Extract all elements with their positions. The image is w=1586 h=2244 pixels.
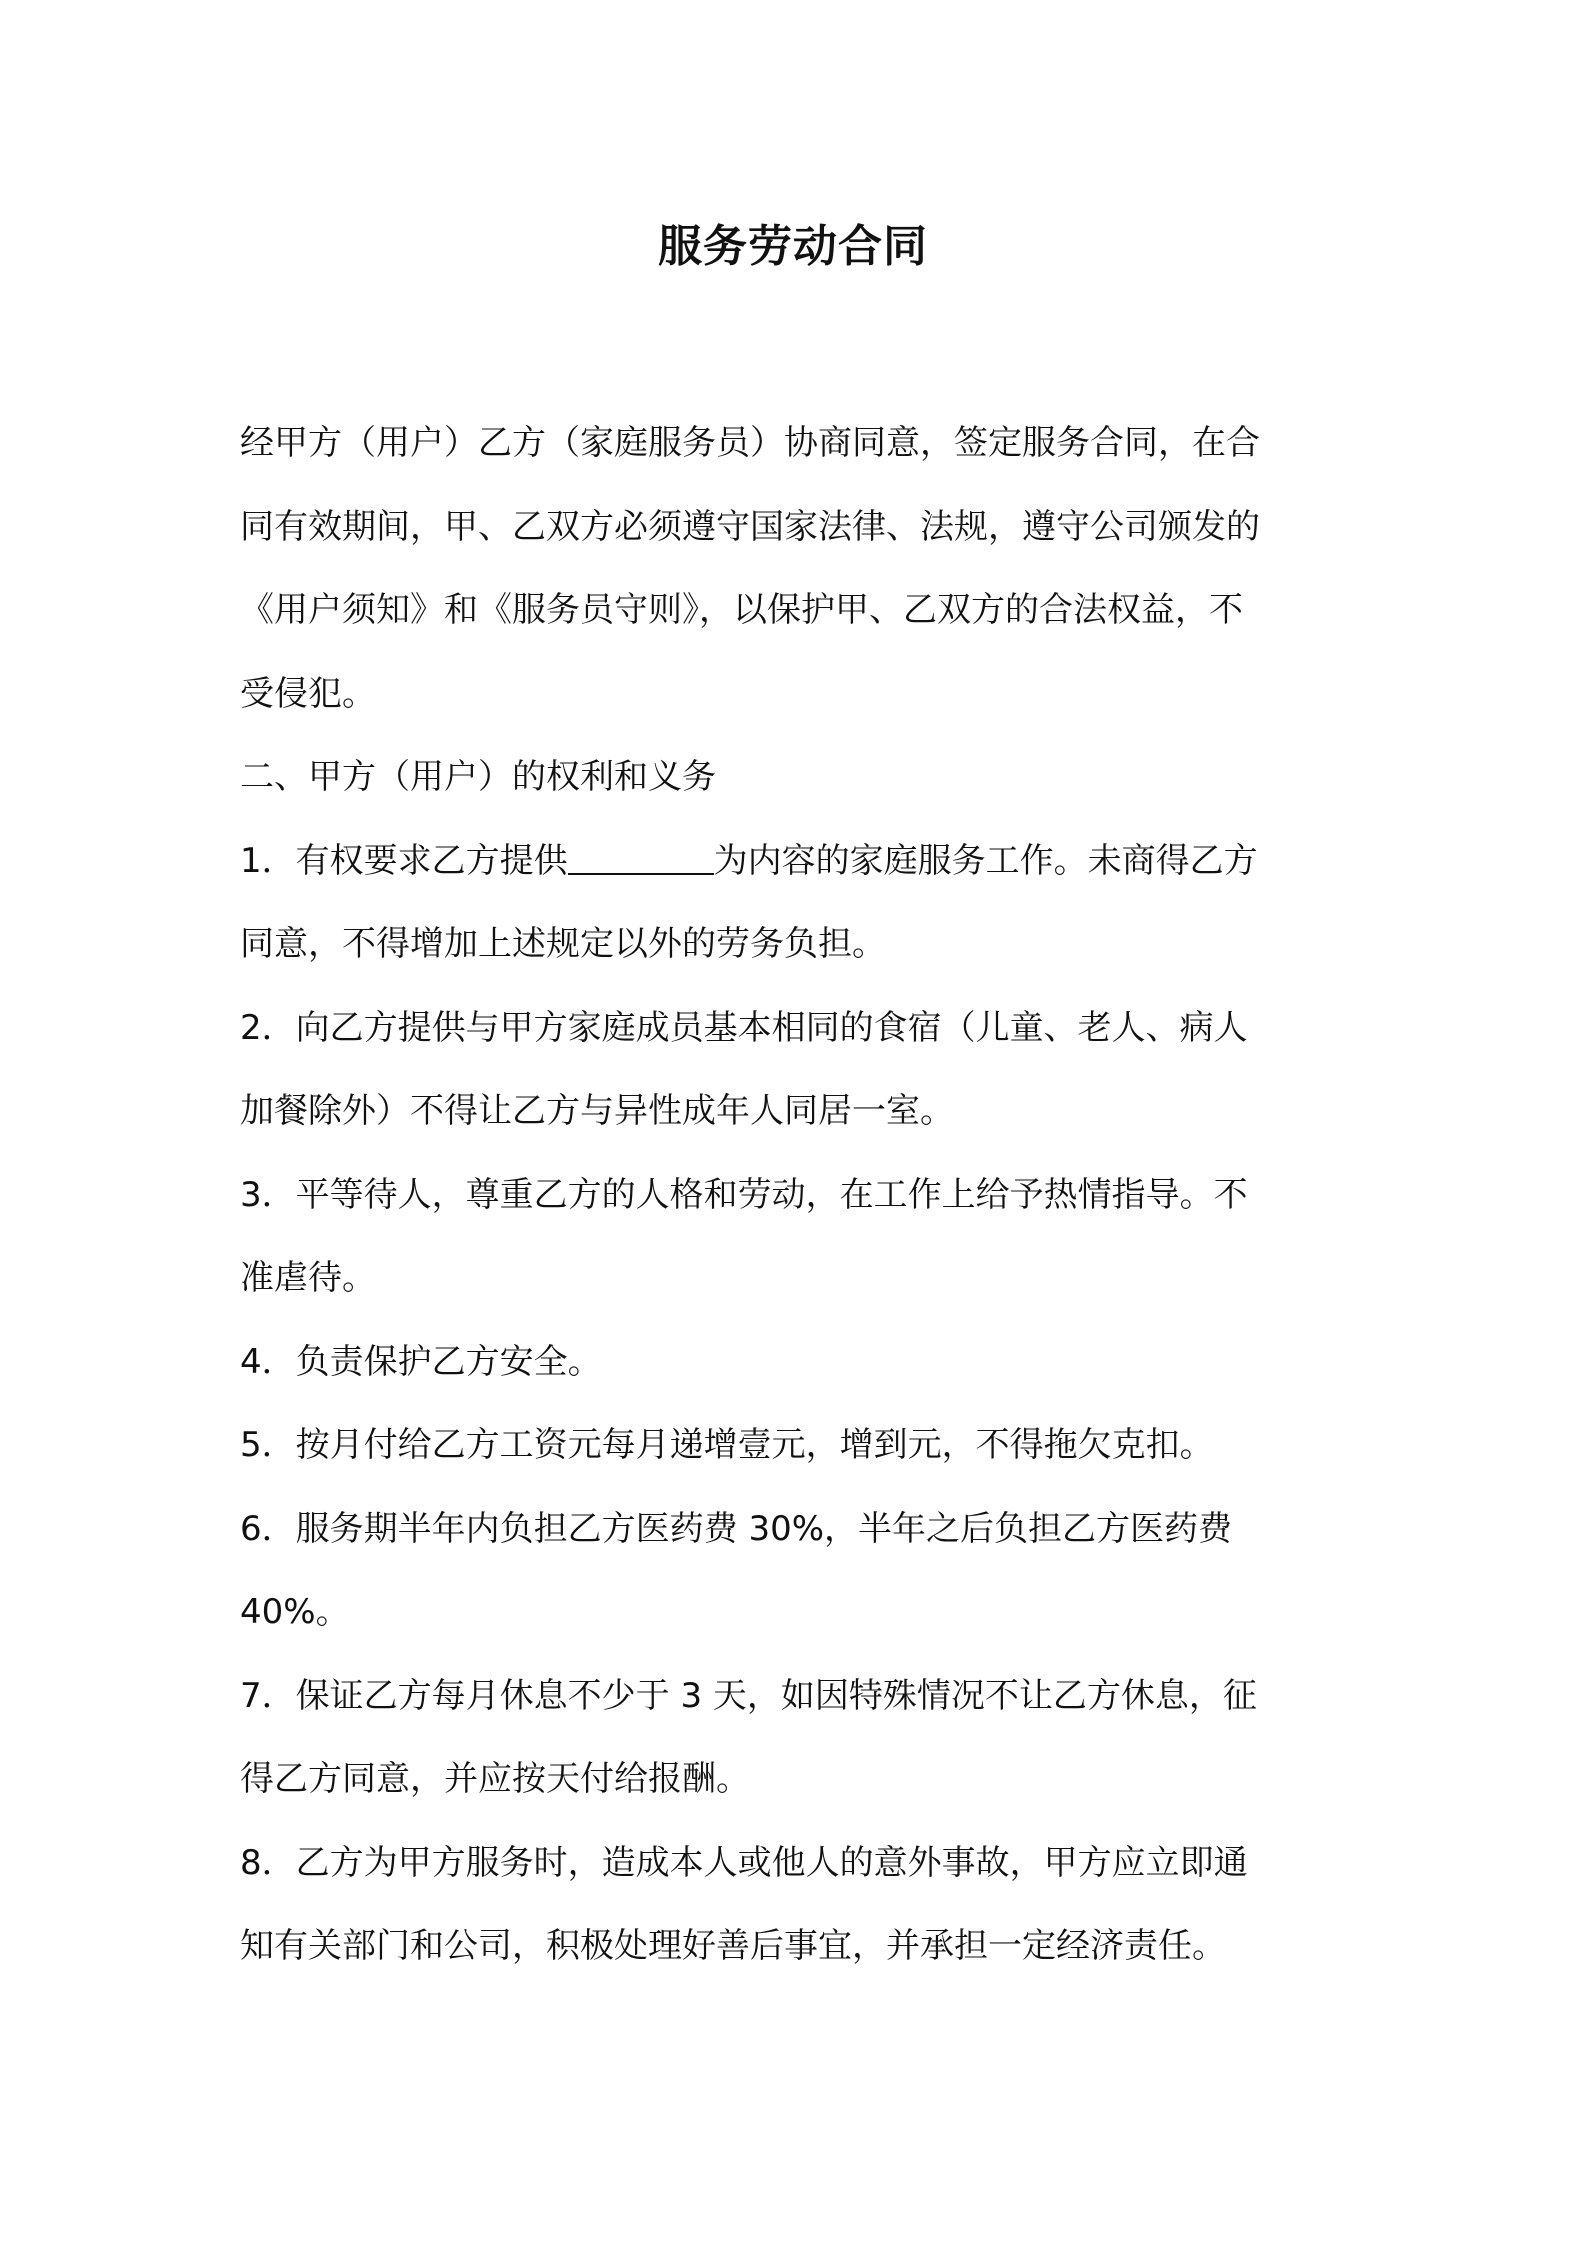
document-title: 服务劳动合同 <box>658 221 928 272</box>
paragraph-line: 加餐除外）不得让乙方与异性成年人同居一室。 <box>240 1091 954 1131</box>
paragraph-line: 7．保证乙方每月休息不少于 3 天，如因特殊情况不让乙方休息，征 <box>240 1675 1257 1716</box>
paragraph-line: 知有关部门和公司，积极处理好善后事宜，并承担一定经济责任。 <box>240 1926 1226 1966</box>
paragraph-line: 40%。 <box>240 1592 350 1632</box>
clause-1-line <box>240 820 1350 904</box>
paragraph-line: 3．平等待人，尊重乙方的人格和劳动，在工作上给予热情指导。不 <box>240 1174 1248 1215</box>
paragraph-line: 6．服务期半年内负担乙方医药费 30%，半年之后负担乙方医药费 <box>240 1508 1233 1549</box>
section-heading: 二、甲方（用户）的权利和义务 <box>240 757 716 797</box>
paragraph-line: 4．负责保护乙方安全。 <box>240 1341 602 1382</box>
paragraph-line: 8．乙方为甲方服务时，造成本人或他人的意外事故，甲方应立即通 <box>240 1842 1248 1883</box>
fill-in-blank <box>568 837 714 875</box>
paragraph-line: 《用户须知》和《服务员守则》，以保护甲、乙双方的合法权益，不 <box>240 590 1243 630</box>
paragraph-line: 受侵犯。 <box>240 673 376 714</box>
paragraph-line: 同意，不得增加上述规定以外的劳务负担。 <box>240 924 886 964</box>
clause-1-text-start: 1．有权要求乙方提供 <box>240 840 568 881</box>
clause-1-text-end: 为内容的家庭服务工作。未商得乙方 <box>713 840 1258 881</box>
paragraph-line: 经甲方（用户）乙方（家庭服务员）协商同意，签定服务合同，在合 <box>240 423 1260 463</box>
paragraph-line: 得乙方同意，并应按天付给报酬。 <box>240 1759 750 1799</box>
paragraph-line: 准虐待。 <box>240 1258 376 1298</box>
paragraph-line: 同有效期间，甲、乙双方必须遵守国家法律、法规，遵守公司颁发的 <box>240 506 1260 547</box>
document-body <box>240 402 1350 1989</box>
paragraph-line: 5．按月付给乙方工资元每月递增壹元，增到元，不得拖欠克扣。 <box>240 1425 1214 1465</box>
paragraph-line: 2．向乙方提供与甲方家庭成员基本相同的食宿（儿童、老人、病人 <box>240 1007 1248 1048</box>
